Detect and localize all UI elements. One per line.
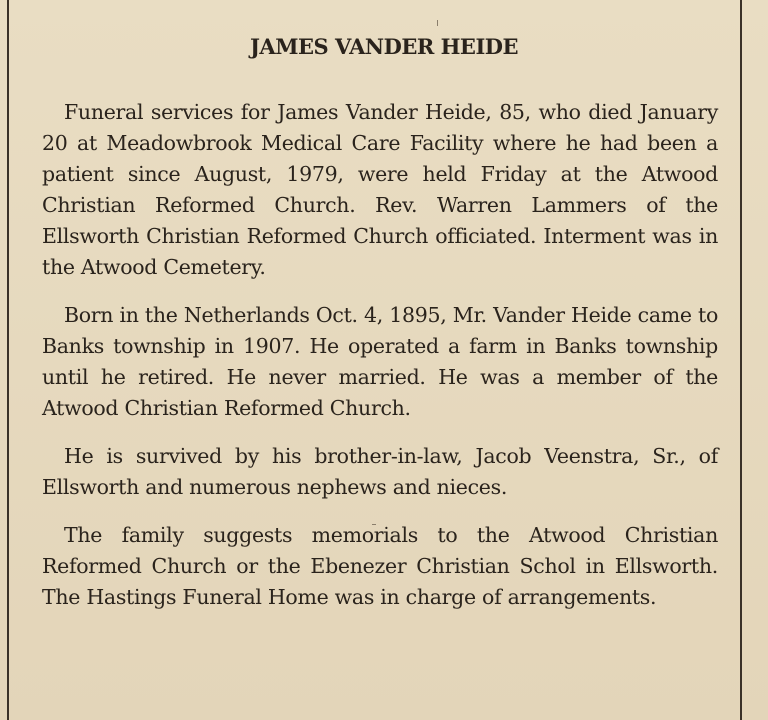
obituary-paragraph-memorials: The family suggests memorials to the Atwood Christian Reformed Church or the Ebenezer Christian Schol in Ellsworth. The Hastings Funeral Home was in charge of arrangements. — [42, 523, 718, 609]
right-column-rule — [740, 0, 742, 720]
obituary-headline: JAMES VANDER HEIDE — [250, 34, 518, 59]
print-speck — [437, 20, 438, 26]
obituary-body — [42, 97, 718, 630]
obituary-paragraph-biography: Born in the Netherlands Oct. 4, 1895, Mr. Vander Heide came to Banks township in 1907. He operated a farm in Banks township until he retired. He never married. He was a member of the Atwood Christian Reformed Church. — [42, 303, 718, 420]
left-column-rule — [7, 0, 9, 720]
obituary-paragraph-survivors: He is survived by his brother-in-law, Jacob Veenstra, Sr., of Ellsworth and numerous nephews and nieces. — [42, 444, 718, 499]
obituary-paragraph-services: Funeral services for James Vander Heide, 85, who died January 20 at Meadowbrook Medical Care Facility where he had been a patient since August, 1979, were held Friday at the Atwood Christian Reformed Church. Rev. Warren Lammers of the Ellsworth Christian Reformed Church officiated. Interment was in the Atwood Cemetery. — [42, 100, 718, 279]
